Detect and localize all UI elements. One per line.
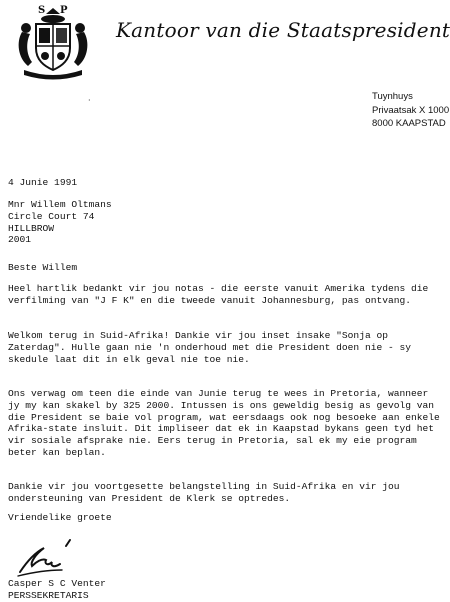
sender-address-line: 8000 KAAPSTAD xyxy=(372,118,446,129)
sender-address-line: Tuynhuys xyxy=(372,91,413,102)
crest-initial-s: S xyxy=(38,5,46,16)
recipient-address xyxy=(8,199,112,246)
body-paragraph: Heel hartlik bedankt vir jou notas - die eerste vanuit Amerika tydens die verfilming van "J F K" en die tweede vanuit Johannesburg, pas ontvang. xyxy=(8,283,429,306)
signer-title: PERSSEKRETARIS xyxy=(8,589,89,601)
letter-date: 4 Junie 1991 xyxy=(8,177,78,188)
body-paragraph: Ons verwag om teen die einde van Junie terug te wees in Pretoria, wanneer jy my kan skakel by 325 2000. Intussen is ons geweldig besig as gevolg van die President se baie vol program, wat eersdaags ook nog besoeke aan enkele Afrika-state insluit. Dit impliseer dat ek in Kaapstad bykans geen tyd het vir sosiale afsprake nie. Eers terug in Pretoria, sal ek my eie program beter kan beplan. xyxy=(8,388,440,458)
sender-address-line: Privaatsak X 1000 xyxy=(372,104,450,116)
signature-icon xyxy=(14,536,84,578)
stray-mark: · xyxy=(88,96,91,105)
closing: Vriendelike groete xyxy=(8,512,112,523)
recipient-name: Mnr Willem Oltmans xyxy=(8,199,112,210)
signer-block xyxy=(8,578,106,602)
recipient-suburb: HILLBROW xyxy=(8,222,55,234)
body-paragraph: Welkom terug in Suid-Afrika! Dankie vir jou inset insake "Sonja op Zaterdag". Hulle gaan nie 'n onderhoud met die President doen nie - sy skedule laat dit in elk geval nie toe nie. xyxy=(8,330,412,365)
crest-initial-p: P xyxy=(60,5,68,16)
letterhead-title: Kantoor van die Staatspresident xyxy=(116,18,450,42)
salutation: Beste Willem xyxy=(8,262,78,273)
signer-name: Casper S C Venter xyxy=(8,578,106,589)
recipient-street: Circle Court 74 xyxy=(8,210,95,222)
body-paragraph: Dankie vir jou voortgesette belangstelling in Suid-Afrika en vir jou ondersteuning van President de Klerk se optredes. xyxy=(8,481,400,504)
coat-of-arms-icon xyxy=(8,2,98,80)
recipient-postcode: 2001 xyxy=(8,234,32,246)
sender-address xyxy=(372,90,449,131)
